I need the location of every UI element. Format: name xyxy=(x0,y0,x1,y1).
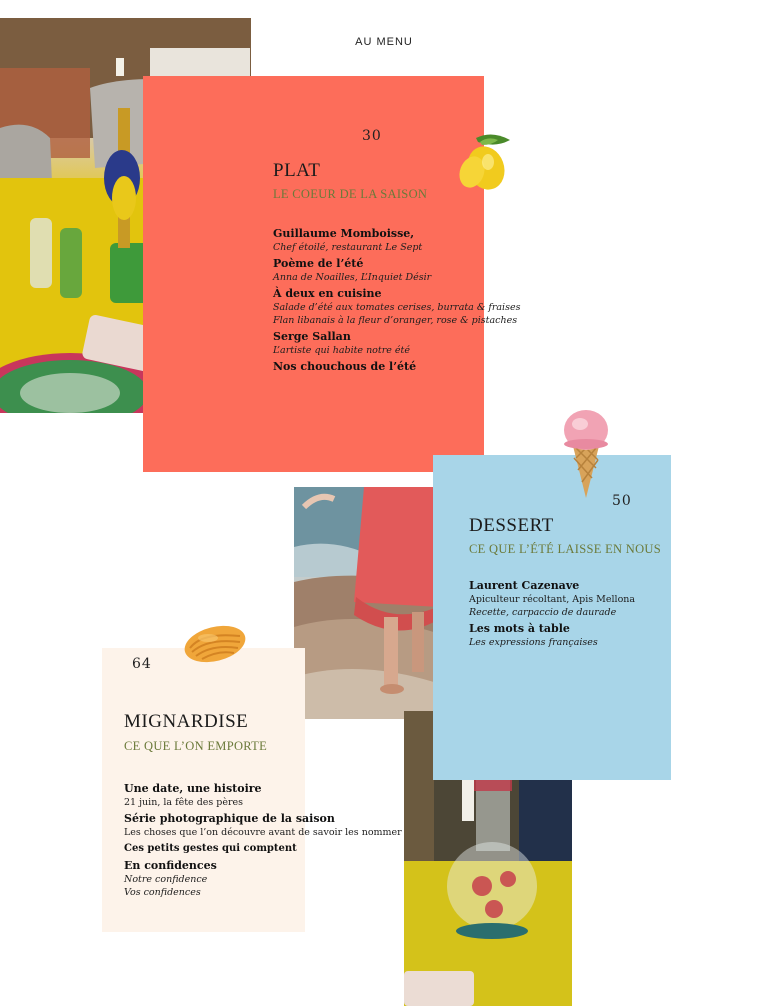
mignardise-item-title[interactable]: Une date, une histoire xyxy=(124,782,262,795)
dessert-item-detail: Apiculteur récoltant, Apis Mellona xyxy=(469,594,636,605)
dessert-subtitle: CE QUE L’ÉTÉ LAISSE EN NOUS xyxy=(469,542,662,556)
mignardise-item-detail: 21 juin, la fête des pères xyxy=(124,797,244,808)
mignardise-item-detail: Vos confidences xyxy=(124,887,201,898)
mignardise-title: MIGNARDISE xyxy=(124,711,249,732)
plat-subtitle: LE COEUR DE LA SAISON xyxy=(273,187,428,201)
plat-contents-list xyxy=(273,224,533,374)
plat-item-detail: Salade d’été aux tomates cerises, burrata & fraises xyxy=(273,302,521,313)
plat-item-title[interactable]: Nos chouchous de l’été xyxy=(273,360,417,373)
plat-item-title[interactable]: À deux en cuisine xyxy=(273,287,382,300)
mignardise-item-detail: Les choses que l’on découvre avant de savoir les nommer xyxy=(124,827,402,838)
mignardise-page-number[interactable]: 64 xyxy=(132,656,152,672)
mignardise-item-title[interactable]: Ces petits gestes qui comptent xyxy=(124,843,297,854)
page-header: AU MENU xyxy=(355,36,413,48)
plat-item-detail: Chef étoilé, restaurant Le Sept xyxy=(273,242,423,253)
seaside-photo xyxy=(294,487,449,719)
dessert-item-detail: Les expressions françaises xyxy=(469,637,598,648)
dessert-item-detail: Recette, carpaccio de daurade xyxy=(469,607,617,618)
plat-item-detail: Flan libanais à la fleur d’oranger, rose & pistaches xyxy=(273,315,518,326)
mignardise-subtitle: CE QUE L’ON EMPORTE xyxy=(124,739,268,753)
plat-item-title[interactable]: Serge Sallan xyxy=(273,330,351,343)
mignardise-item-title[interactable]: Série photographique de la saison xyxy=(124,812,335,825)
mignardise-item-detail: Notre confidence xyxy=(124,874,208,885)
ice-cream-icon xyxy=(562,408,610,500)
dessert-page-number[interactable]: 50 xyxy=(612,493,632,509)
dessert-item-title[interactable]: Les mots à table xyxy=(469,622,570,635)
plat-item-detail: Anna de Noailles, L’Inquiet Désir xyxy=(273,272,432,283)
plat-item-detail: L’artiste qui habite notre été xyxy=(273,345,410,356)
seaside-illustration xyxy=(294,487,449,719)
mignardise-item-title[interactable]: En confidences xyxy=(124,859,217,872)
plat-item-title[interactable]: Guillaume Momboisse, xyxy=(273,227,415,240)
dessert-contents-list xyxy=(469,576,669,649)
plat-item-title[interactable]: Poème de l’été xyxy=(273,257,364,270)
lemon-icon xyxy=(458,132,512,194)
dessert-item-title[interactable]: Laurent Cazenave xyxy=(469,579,580,592)
plat-page-number[interactable]: 30 xyxy=(362,128,382,144)
plat-title: PLAT xyxy=(273,160,321,181)
mignardise-contents-list xyxy=(124,779,414,899)
madeleine-icon xyxy=(182,622,248,664)
dessert-title: DESSERT xyxy=(469,515,554,536)
